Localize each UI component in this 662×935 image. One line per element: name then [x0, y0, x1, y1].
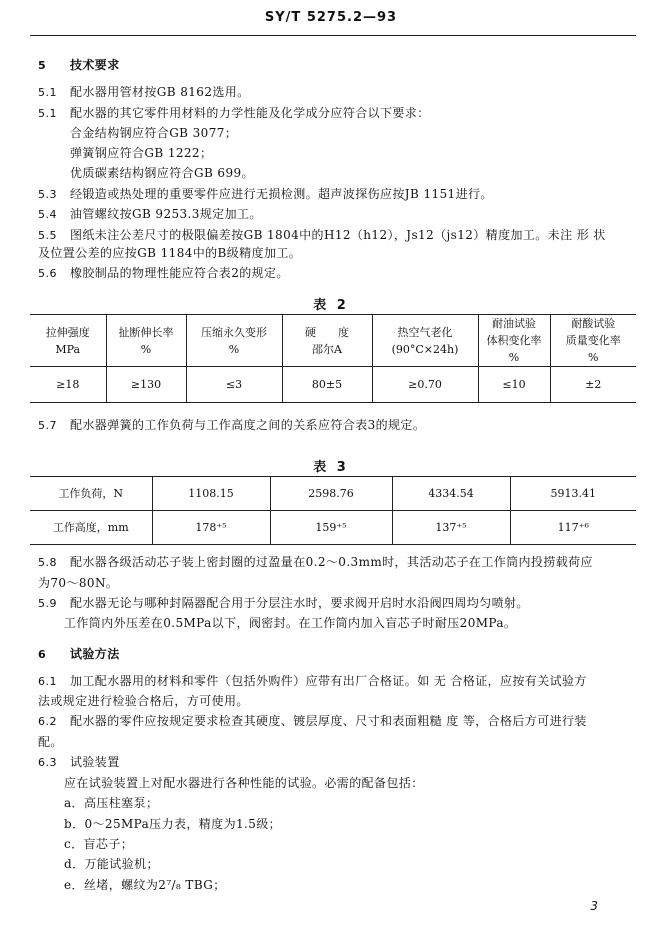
list-item: d．万能试验机；	[64, 857, 159, 871]
table-2	[30, 314, 636, 403]
table-2-header: 热空气老化 (90°C×24h)	[372, 315, 478, 367]
clause-text: 配水器用管材按GB 8162选用。	[70, 85, 250, 99]
table-2-header: 耐酸试验 质量变化率 %	[550, 315, 636, 367]
clause-line: 配。	[38, 735, 63, 749]
clause-line: 法或规定进行检验合格后，方可使用。	[38, 694, 249, 708]
clause-line: 工作筒内外压差在0.5MPa以下，阀密封。在工作筒内加入盲芯子时耐压20MPa。	[64, 616, 517, 630]
table-2-value-row	[30, 367, 636, 403]
section-number: 5	[38, 59, 47, 72]
clause-5-8	[38, 553, 593, 570]
table-cell: 5913.41	[510, 477, 636, 511]
list-item: e．丝堵，螺纹为2⁷/₈ TBG；	[64, 878, 226, 892]
clause-text: 油管螺纹按GB 9253.3规定加工。	[70, 207, 262, 221]
clause-text: 橡胶制品的物理性能应符合表2的规定。	[70, 266, 289, 280]
clause-text: 配水器弹簧的工作负荷与工作高度之间的关系应符合表3的规定。	[70, 418, 426, 432]
clause-text: 经锻造或热处理的重要零件应进行无损检测。超声波探伤应按JB 1151进行。	[70, 187, 493, 201]
clause-line: 合金结构钢应符合GB 3077；	[70, 126, 238, 140]
clause-6-2	[38, 712, 587, 729]
table-cell: ≥0.70	[372, 367, 478, 403]
clause-5-5	[38, 226, 606, 243]
table-2-header: 拉伸强度 MPa	[30, 315, 106, 367]
table-cell: ≥130	[106, 367, 186, 403]
section-number: 6	[38, 648, 47, 661]
list-item: c．盲芯子；	[64, 837, 134, 851]
section-title: 技术要求	[70, 58, 120, 72]
table-2-header: 扯断伸长率 %	[106, 315, 186, 367]
clause-line: 应在试验装置上对配水器进行各种性能的试验。必需的配备包括：	[64, 776, 424, 790]
clause-number: 6.1	[38, 675, 57, 688]
clause-number: 5.7	[38, 419, 57, 432]
list-item: a．高压柱塞泵；	[64, 796, 159, 810]
clause-text: 配水器无论与哪种封隔器配合用于分层注水时，要求阀开启时水沿阀四周均匀喷射。	[70, 596, 529, 610]
table-2-header: 耐油试验 体积变化率 %	[478, 315, 550, 367]
table-cell: ≤3	[186, 367, 282, 403]
header-rule	[30, 35, 636, 36]
table-2-header: 硬 度 邵尔A	[282, 315, 372, 367]
clause-5-4	[38, 205, 262, 222]
clause-number: 5.9	[38, 597, 57, 610]
clause-line: 及位置公差的应按GB 1184中的B级精度加工。	[38, 246, 302, 260]
table-3	[30, 476, 636, 545]
document-header: SY/T 5275.2—93	[264, 10, 398, 25]
clause-line: 优质碳素结构钢应符合GB 699。	[70, 166, 254, 180]
table-cell: ±2	[550, 367, 636, 403]
clause-text: 加工配水器用的材料和零件（包括外购件）应带有出厂合格证。如 无 合格证，应按有关试验方	[70, 674, 587, 688]
section-6-heading	[38, 645, 120, 662]
list-item: b．0～25MPa压力表，精度为1.5级；	[64, 817, 282, 831]
clause-number: 5.8	[38, 556, 57, 569]
clause-number: 5.6	[38, 267, 57, 280]
clause-5-9	[38, 594, 529, 611]
clause-text: 试验装置	[70, 755, 120, 769]
table-3-caption: 表 3	[313, 460, 349, 475]
table-cell: 117⁺⁶	[510, 511, 636, 545]
clause-6-3	[38, 753, 120, 770]
table-cell: 137⁺⁵	[392, 511, 510, 545]
clause-5-1	[38, 83, 250, 100]
clause-number: 6.2	[38, 715, 57, 728]
table-cell: 4334.54	[392, 477, 510, 511]
clause-line: 弹簧钢应符合GB 1222；	[70, 146, 213, 160]
clause-5-2	[38, 104, 430, 121]
table-cell: 159⁺⁵	[270, 511, 392, 545]
clause-5-3	[38, 185, 493, 202]
clause-text: 图纸未注公差尺寸的极限偏差按GB 1804中的H12（h12），Js12（js12）精度加工。未注 形 状	[70, 228, 606, 242]
clause-5-6	[38, 264, 289, 281]
table-cell: 178⁺⁵	[152, 511, 270, 545]
clause-number: 6.3	[38, 756, 57, 769]
clause-number: 5.5	[38, 229, 57, 242]
table-cell: 1108.15	[152, 477, 270, 511]
table-cell: ≥18	[30, 367, 106, 403]
table-cell: 2598.76	[270, 477, 392, 511]
clause-number: 5.3	[38, 188, 57, 201]
clause-line: 为70～80N。	[38, 576, 119, 590]
clause-number: 5.1	[38, 86, 57, 99]
clause-text: 配水器的其它零件用材料的力学性能及化学成分应符合以下要求：	[70, 106, 430, 120]
row-label: 工作高度，mm	[30, 511, 152, 545]
page-number: 3	[590, 899, 598, 913]
clause-text: 配水器的零件应按规定要求检查其硬度、镀层厚度、尺寸和表面粗糙 度 等，合格后方可进行装	[70, 714, 587, 728]
clause-number: 5.4	[38, 208, 57, 221]
table-cell: ≤10	[478, 367, 550, 403]
table-2-header-row	[30, 315, 636, 367]
table-2-caption: 表 2	[313, 298, 349, 313]
clause-text: 配水器各级活动芯子装上密封圈的过盈量在0.2～0.3mm时，其活动芯子在工作筒内投捞载荷应	[70, 555, 593, 569]
table-2-header: 压缩永久变形 %	[186, 315, 282, 367]
clause-6-1	[38, 672, 587, 689]
section-5-heading	[38, 56, 120, 73]
clause-number: 5.1	[38, 107, 57, 120]
table-cell: 80±5	[282, 367, 372, 403]
section-title: 试验方法	[70, 647, 120, 661]
table-row	[30, 477, 636, 511]
clause-5-7	[38, 416, 425, 433]
row-label: 工作负荷，N	[30, 477, 152, 511]
table-row	[30, 511, 636, 545]
